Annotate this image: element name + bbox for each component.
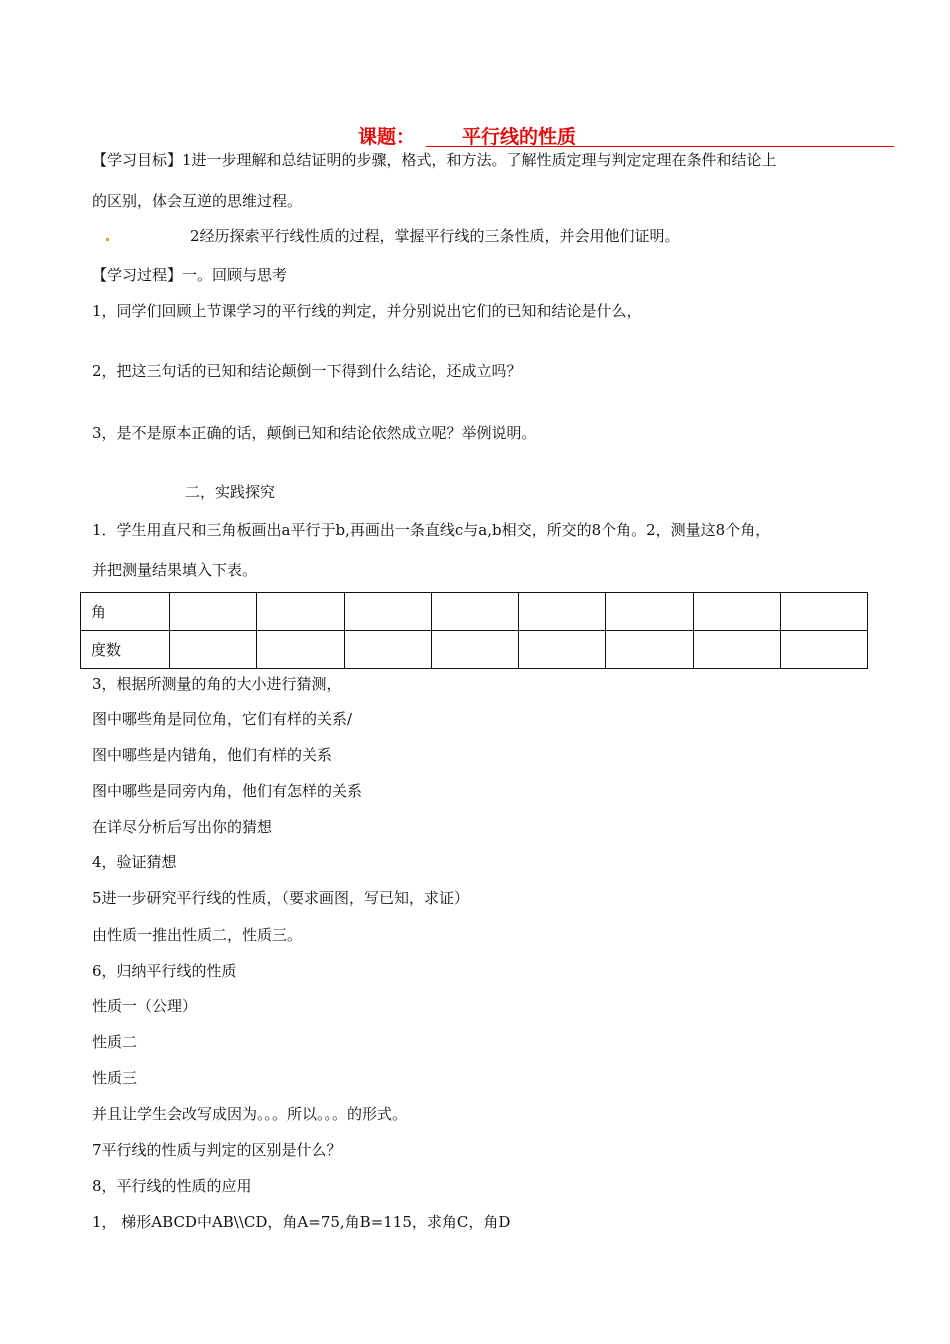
practice-line: 1， 梯形ABCD中AB\\CD，角A=75,角B=115，求角C，角D: [92, 1213, 511, 1231]
practice-line: 3，根据所测量的角的大小进行猜测，: [92, 675, 342, 693]
objectives-line-2: 的区别，体会互逆的思维过程。: [92, 192, 303, 210]
practice-line: 5进一步研究平行线的性质，（要求画图，写已知，求证）: [92, 889, 470, 907]
practice-line: 性质二: [92, 1033, 138, 1051]
review-question-1: 1，同学们回顾上节课学习的平行线的判定，并分别说出它们的已知和结论是什么，: [92, 302, 642, 320]
practice-line: 图中哪些角是同位角，它们有样的关系/: [92, 710, 353, 728]
table-cell[interactable]: [344, 631, 431, 669]
review-question-3: 3，是不是原本正确的话，颠倒已知和结论依然成立呢？举例说明。: [92, 424, 537, 442]
measurement-table: [80, 592, 868, 669]
practice-line: 性质三: [92, 1069, 138, 1087]
table-header-angle: 角: [81, 593, 170, 631]
practice-line: 6，归纳平行线的性质: [92, 962, 237, 980]
practice-line: 图中哪些是内错角，他们有样的关系: [92, 746, 333, 764]
table-header-degrees: 度数: [81, 631, 170, 669]
practice-heading: 二，实践探究: [185, 483, 276, 501]
practice-line: 并且让学生会改写成因为。。。所以。。。的形式。: [92, 1105, 408, 1123]
practice-item-1a: 1．学生用直尺和三角板画出a平行于b,再画出一条直线c与a,b相交，所交的8个角。2，测量这8个角，: [92, 521, 771, 539]
table-cell[interactable]: [257, 631, 344, 669]
objectives-line-3: 2经历探索平行线性质的过程，掌握平行线的三条性质，并会用他们证明。: [190, 227, 680, 245]
practice-line: 性质一（公理）: [92, 997, 198, 1015]
table-cell[interactable]: [257, 593, 344, 631]
table-cell[interactable]: [519, 631, 606, 669]
practice-line: 由性质一推出性质二，性质三。: [92, 926, 303, 944]
table-cell[interactable]: [693, 593, 780, 631]
table-row-degrees: [81, 631, 868, 669]
table-cell[interactable]: [780, 631, 867, 669]
stray-mark: [106, 238, 109, 241]
lesson-title: [358, 120, 894, 150]
table-cell[interactable]: [693, 631, 780, 669]
table-cell[interactable]: [780, 593, 867, 631]
review-question-2: 2，把这三句话的已知和结论颠倒一下得到什么结论，还成立吗？: [92, 362, 522, 380]
table-cell[interactable]: [344, 593, 431, 631]
practice-line: 8，平行线的性质的应用: [92, 1177, 252, 1195]
practice-line: 7平行线的性质与判定的区别是什么？: [92, 1141, 342, 1159]
table-cell[interactable]: [431, 593, 518, 631]
title-topic: 平行线的性质: [462, 126, 577, 148]
practice-line: 4，验证猜想: [92, 853, 177, 871]
table-row-angles: [81, 593, 868, 631]
table-cell[interactable]: [431, 631, 518, 669]
practice-line: 在详尽分析后写出你的猜想: [92, 818, 273, 836]
objectives-line-1: 【学习目标】1进一步理解和总结证明的步骤，格式，和方法。了解性质定理与判定定理在条件和结论上: [92, 151, 777, 169]
practice-line: 图中哪些是同旁内角，他们有怎样的关系: [92, 782, 363, 800]
table-cell[interactable]: [606, 593, 693, 631]
table-cell[interactable]: [606, 631, 693, 669]
practice-item-1b: 并把测量结果填入下表。: [92, 561, 258, 579]
table-cell[interactable]: [170, 631, 257, 669]
title-label: 课题：: [358, 126, 416, 148]
table-cell[interactable]: [170, 593, 257, 631]
process-heading: 【学习过程】一。回顾与思考: [92, 266, 288, 284]
table-cell[interactable]: [519, 593, 606, 631]
